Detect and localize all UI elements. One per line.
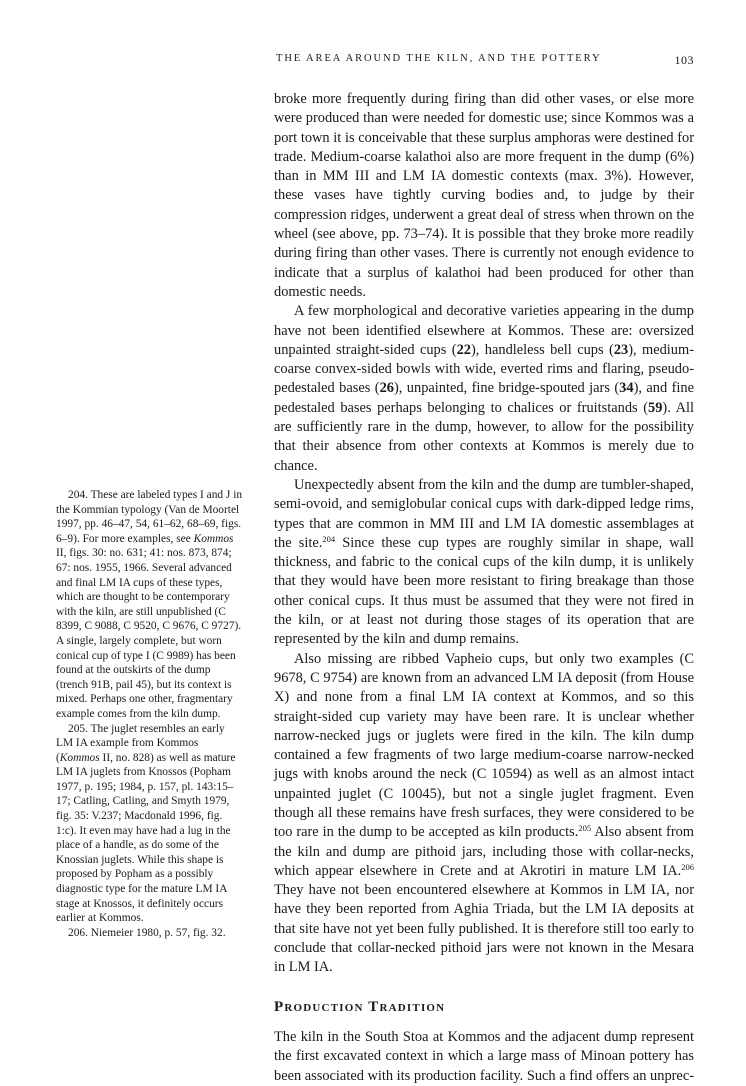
catalog-ref: 22: [456, 341, 471, 358]
paragraph-5: The kiln in the South Stoa at Kommos and the adjacent dump represent the first excavated context in which a large mass of Minoan pottery has been associated with its production facility. Such a find offers an unprec-: [274, 1028, 694, 1084]
catalog-ref: 59: [648, 399, 663, 416]
catalog-ref: 26: [379, 380, 394, 397]
note-204: 204. These are labeled types I and J in the Kommian typology (Van de Moortel 1997, pp. 46–47, 54, 61–62, 68–69, figs. 6–9). For more examples, see Kommos II, figs. 30: no. 631; 41: nos. 873, 874; 67: nos. 1955, 1966. Several advanced and final LM IA cups of these types, which are thought to be contemporary with the kiln, are still unpublished (C 8399, C 9088, C 9520, C 9676, C 9727). A single, largely complete, but worn conical cup of type I (C 9989) has been found at the outskirts of the dump (trench 91B, pail 45), but its context is mixed. Perhaps one other, fragmentary example comes from the kiln dump.: [56, 489, 243, 720]
running-head: [276, 53, 694, 69]
footnote-marker-204: 204: [322, 533, 336, 544]
paragraph-2: A few morphological and decorative varieties appearing in the dump have not been identified elsewhere at Kommos. These are: oversized unpainted straight-sided cups (22), handleless bell cups (23), medium-coarse convex-sided bowls with wide, everted rims and flaring, pseudo-pedestaled bases (26), unpainted, fine bridge-spouted jars (34), and fine pedestaled bases perhaps belonging to chalices or fruitstands (59). All are sufficiently rare in the dump, however, to allow for the possibility that their absence from other contexts at Kommos is merely due to chance.: [274, 303, 694, 474]
footnote-marker-205: 205: [578, 823, 592, 834]
paragraph-4: Also missing are ribbed Vapheio cups, but only two examples (C 9678, C 9754) are known from an advanced LM IA deposit (from House X) and none from a final LM IA context at Kommos, and so this straight-sided cup variety may have been rare. It is unclear whether narrow-necked jugs or juglets were fired in the kiln. The kiln dump contained a few fragments of two large medium-coarse narrow-necked jugs with knobs around the neck (C 10594) as well as an almost intact unpainted juglet (C 10045), but not a single juglet fragment. Even though all these remains have fresh surfaces, they were considered to be too rare in the dump to be accepted as kiln products.$^{205}$ Also absent from the kiln and dump are pithoid jars, including those with collar-necks, which appear elsewhere in Crete and at Akrotiri in mature LM IA.$^{206}$ They have not been encountered elsewhere at Kommos in LM IA, nor have they been reported from Aghia Triada, but the LM IA deposits at that site have not yet been fully published. It is therefore still too early to conclude that collar-necked pithoid jars were not known in the Mesara in LM IA.: [274, 650, 695, 976]
margin-notes: [56, 488, 244, 940]
footnote-marker-206: 206: [681, 861, 694, 872]
catalog-ref: 34: [619, 380, 634, 397]
main-text-column: [274, 90, 694, 1086]
catalog-ref: 23: [613, 341, 629, 358]
note-206: 206. Niemeier 1980, p. 57, fig. 32.: [68, 926, 226, 939]
running-title: THE AREA AROUND THE KILN, AND THE POTTERY: [276, 53, 602, 64]
paragraph-1: broke more frequently during firing than did other vases, or else more were produced than were needed for domestic use; since Kommos was a port town it is conceivable that these surplus amphoras were destined for trade. Medium-coarse kalathoi also are more frequent in the dump (6%) than in MM III and LM IA domestic contexts (max. 3%). However, these vases have tightly curving bodies and, to judge by their compression ridges, underwent a great deal of stress when thrown on the wheel (see above, pp. 73–74). It is possible that they broke more readily during firing than other vases. There is currently not enough evidence to indicate that a surplus of kalathoi had been produced for other than domestic needs.: [274, 91, 694, 300]
paragraph-3: Unexpectedly absent from the kiln and the dump are tumbler-shaped, semi-ovoid, and semiglobular conical cups with dark-dipped ledge rims, types that are common in MM III and LM IA domestic assemblages at the site.$^{204}$ Since these cup types are roughly similar in shape, wall thickness, and fabric to the conical cups of the kiln dump, it is unlikely that they would have been more resistant to firing breakage than those other conical cups. It thus must be assumed that they were not fired in the kiln, or at least not during those stages of its operation that are represented by the kiln and dump remains.: [274, 476, 694, 648]
page-number: 103: [674, 53, 694, 67]
note-205: 205. The juglet resembles an early LM IA example from Kommos (Kommos II, no. 828) as well as mature LM IA juglets from Knossos (Popham 1977, p. 195; 1984, p. 157, pl. 143:15–17; Catling, Catling, and Smyth 1979, fig. 35: V.237; Macdonald 1996, fig. 1:c). It even may have had a lug in the place of a handle, as do some of the Knossian juglets. While this shape is proposed by Popham as a possibly diagnostic type for the mature LM IA stage at Knossos, it definitely occurs earlier at Kommos.: [56, 722, 236, 925]
section-heading: Production Tradition: [274, 998, 446, 1015]
